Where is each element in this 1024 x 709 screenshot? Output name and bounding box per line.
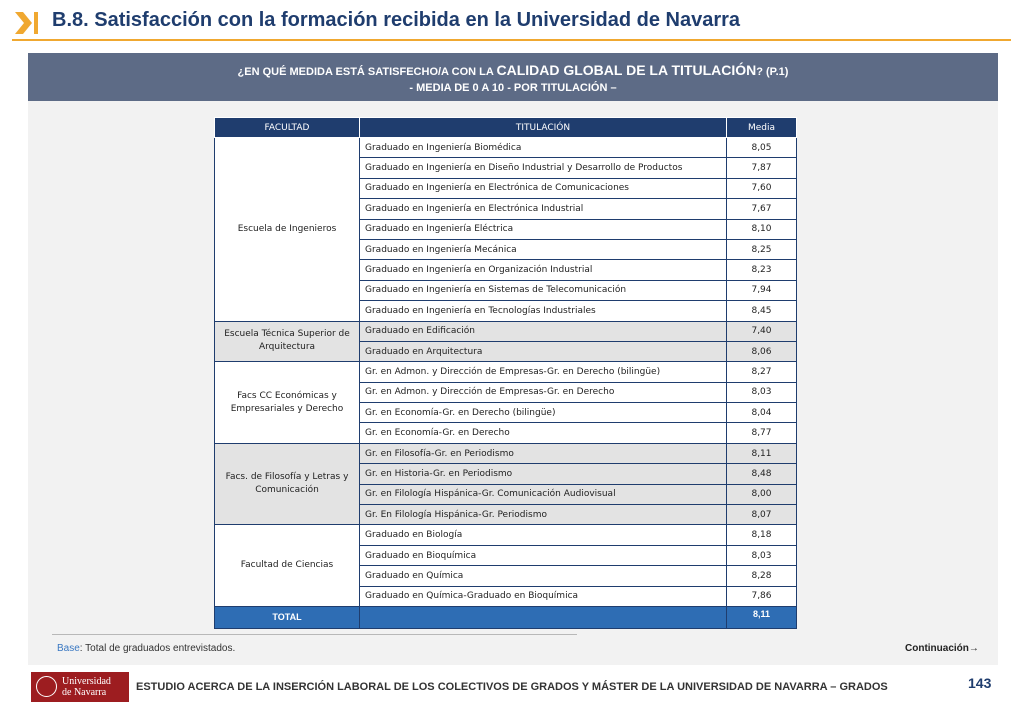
mean-cell: 8,10 <box>727 219 797 239</box>
table-header-row <box>215 118 797 138</box>
mean-cell: 8,27 <box>727 362 797 382</box>
degree-cell: Graduado en Biología <box>360 525 727 545</box>
header-degree: TITULACIÓN <box>360 118 727 138</box>
degree-cell: Graduado en Ingeniería Biomédica <box>360 138 727 158</box>
degree-cell: Gr. en Admon. y Dirección de Empresas-Gr. en Derecho <box>360 382 727 402</box>
mean-cell: 8,05 <box>727 138 797 158</box>
mean-cell: 8,25 <box>727 239 797 259</box>
degree-cell: Graduado en Ingeniería en Diseño Industrial y Desarrollo de Productos <box>360 158 727 178</box>
chevron-bar-icon <box>14 10 40 36</box>
mean-cell: 8,06 <box>727 341 797 361</box>
total-spacer <box>360 606 727 628</box>
mean-cell: 8,48 <box>727 464 797 484</box>
mean-cell: 8,07 <box>727 505 797 525</box>
degree-cell: Graduado en Ingeniería en Tecnologías Industriales <box>360 301 727 321</box>
degree-cell: Gr. en Historia-Gr. en Periodismo <box>360 464 727 484</box>
header-mean: Media <box>727 118 797 138</box>
table-row <box>215 362 797 382</box>
base-divider <box>52 634 577 635</box>
mean-cell: 8,00 <box>727 484 797 504</box>
seal-icon <box>36 676 57 697</box>
mean-cell: 7,86 <box>727 586 797 606</box>
mean-cell: 8,45 <box>727 301 797 321</box>
question-band <box>28 53 998 101</box>
faculty-cell: Facs CC Económicas y Empresariales y Derecho <box>215 362 360 444</box>
total-mean: 8,11 <box>727 606 797 628</box>
table-row <box>215 138 797 158</box>
title-bar <box>0 0 1024 42</box>
mean-cell: 8,18 <box>727 525 797 545</box>
degree-cell: Graduado en Química <box>360 566 727 586</box>
mean-cell: 8,03 <box>727 382 797 402</box>
degree-cell: Graduado en Bioquímica <box>360 545 727 565</box>
mean-cell: 8,04 <box>727 403 797 423</box>
mean-cell: 7,87 <box>727 158 797 178</box>
table-row <box>215 443 797 463</box>
footer-title: ESTUDIO ACERCA DE LA INSERCIÓN LABORAL DE LOS COLECTIVOS DE GRADOS Y MÁSTER DE LA UNIVERSIDAD DE NAVARRA – GRADOS <box>136 681 888 693</box>
mean-cell: 7,60 <box>727 178 797 198</box>
degree-cell: Gr. en Economía-Gr. en Derecho (bilingüe) <box>360 403 727 423</box>
degree-cell: Graduado en Ingeniería en Sistemas de Telecomunicación <box>360 280 727 300</box>
faculty-cell: Escuela Técnica Superior de Arquitectura <box>215 321 360 362</box>
university-logo: Universidad de Navarra <box>31 672 129 702</box>
mean-cell: 8,03 <box>727 545 797 565</box>
mean-cell: 8,23 <box>727 260 797 280</box>
base-note: Base: Total de graduados entrevistados. <box>57 643 236 654</box>
question-subtitle: - MEDIA DE 0 A 10 - POR TITULACIÓN – <box>409 82 617 94</box>
faculty-cell: Escuela de Ingenieros <box>215 138 360 322</box>
mean-cell: 7,40 <box>727 321 797 341</box>
degree-cell: Gr. En Filología Hispánica-Gr. Periodismo <box>360 505 727 525</box>
table-body <box>215 138 797 629</box>
degree-cell: Graduado en Ingeniería en Electrónica de Comunicaciones <box>360 178 727 198</box>
total-row <box>215 606 797 628</box>
table-row <box>215 321 797 341</box>
mean-cell: 8,28 <box>727 566 797 586</box>
mean-cell: 7,67 <box>727 199 797 219</box>
degree-cell: Graduado en Química-Graduado en Bioquímica <box>360 586 727 606</box>
mean-cell: 7,94 <box>727 280 797 300</box>
degree-cell: Graduado en Ingeniería Mecánica <box>360 239 727 259</box>
degree-cell: Graduado en Ingeniería en Organización Industrial <box>360 260 727 280</box>
faculty-cell: Facultad de Ciencias <box>215 525 360 607</box>
degree-cell: Graduado en Ingeniería en Electrónica Industrial <box>360 199 727 219</box>
degree-cell: Graduado en Arquitectura <box>360 341 727 361</box>
table-row <box>215 525 797 545</box>
continuation-link[interactable]: Continuación→ <box>905 643 979 654</box>
question-text: ¿EN QUÉ MEDIDA ESTÁ SATISFECHO/A CON LA CALIDAD GLOBAL DE LA TITULACIÓN? (P.1) <box>237 62 789 78</box>
degree-cell: Gr. en Filología Hispánica-Gr. Comunicación Audiovisual <box>360 484 727 504</box>
mean-cell: 8,77 <box>727 423 797 443</box>
faculty-cell: Facs. de Filosofía y Letras y Comunicación <box>215 443 360 525</box>
degree-cell: Gr. en Economía-Gr. en Derecho <box>360 423 727 443</box>
header-faculty: FACULTAD <box>215 118 360 138</box>
degree-cell: Graduado en Edificación <box>360 321 727 341</box>
page-title: B.8. Satisfacción con la formación recibida en la Universidad de Navarra <box>52 9 741 31</box>
total-label: TOTAL <box>215 606 360 628</box>
title-divider <box>12 39 1011 41</box>
question-emphasis: CALIDAD GLOBAL DE LA TITULACIÓN <box>496 62 757 78</box>
degree-cell: Gr. en Filosofía-Gr. en Periodismo <box>360 443 727 463</box>
mean-cell: 8,11 <box>727 443 797 463</box>
page-number: 143 <box>968 675 992 691</box>
satisfaction-table <box>214 117 797 629</box>
arrow-right-icon: → <box>968 643 979 654</box>
degree-cell: Gr. en Admon. y Dirección de Empresas-Gr. en Derecho (bilingüe) <box>360 362 727 382</box>
degree-cell: Graduado en Ingeniería Eléctrica <box>360 219 727 239</box>
